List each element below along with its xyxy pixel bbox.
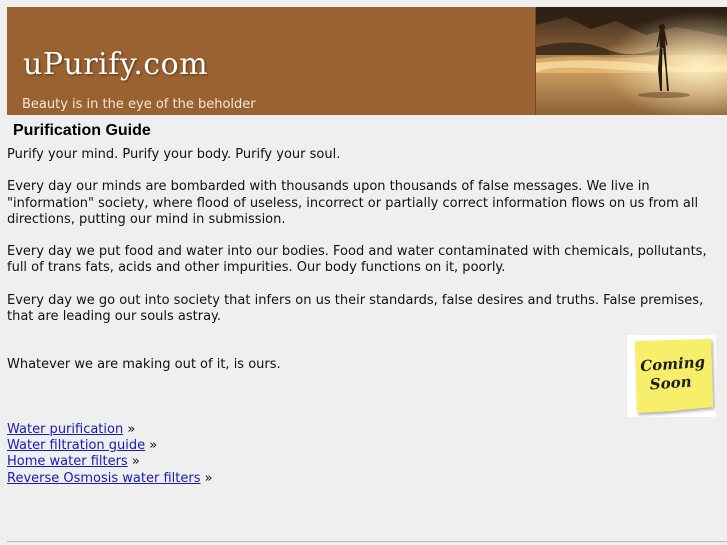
site-logo[interactable]: uPurify.com [23,47,209,82]
link-arrow: » [123,422,136,437]
site-header [7,7,727,115]
list-item [7,438,213,454]
note-line-1: Coming [639,352,706,376]
closing-paragraph: Whatever we are making out of it, is ours. [7,357,281,373]
footer-divider [7,541,727,542]
note-line-2: Soon [649,372,693,394]
main-content [7,147,719,390]
water-purification-link[interactable]: Water purification [7,422,124,437]
home-water-filters-link[interactable]: Home water filters [7,454,128,470]
guide-links-list [7,422,213,487]
soul-paragraph: Every day we go out into society that infers on us their standards, false desires and truths. False premises, that are leading our souls astray. [7,292,704,324]
list-item [7,422,213,438]
body-paragraph: Every day we put food and water into our bodies. Food and water contaminated with chemicals, pollutants, full of trans fats, acids and other impurities. Our body functions on it, poorly. [7,244,707,276]
coming-soon-note [627,335,716,417]
reverse-osmosis-filters-link[interactable]: Reverse Osmosis water filters [7,470,201,486]
link-arrow: » [145,438,158,454]
list-item [7,471,213,487]
link-arrow: » [200,470,213,486]
page-title: Purification Guide [13,122,151,139]
beach-sunset-image [536,7,727,115]
water-filtration-guide-link[interactable]: Water filtration guide [7,438,146,454]
list-item [7,454,213,470]
header-photo [535,7,727,115]
intro-paragraph: Purify your mind. Purify your body. Purify your soul. [7,147,341,162]
sticky-note-image [627,335,716,417]
mind-paragraph: Every day our minds are bombarded with thousands upon thousands of false messages. We live in "information" society, where flood of useless, incorrect or partially correct information flows on us from all directions, putting our mind in submission. [7,179,699,227]
link-arrow: » [127,454,140,470]
site-tagline: Beauty is in the eye of the beholder [22,97,256,112]
